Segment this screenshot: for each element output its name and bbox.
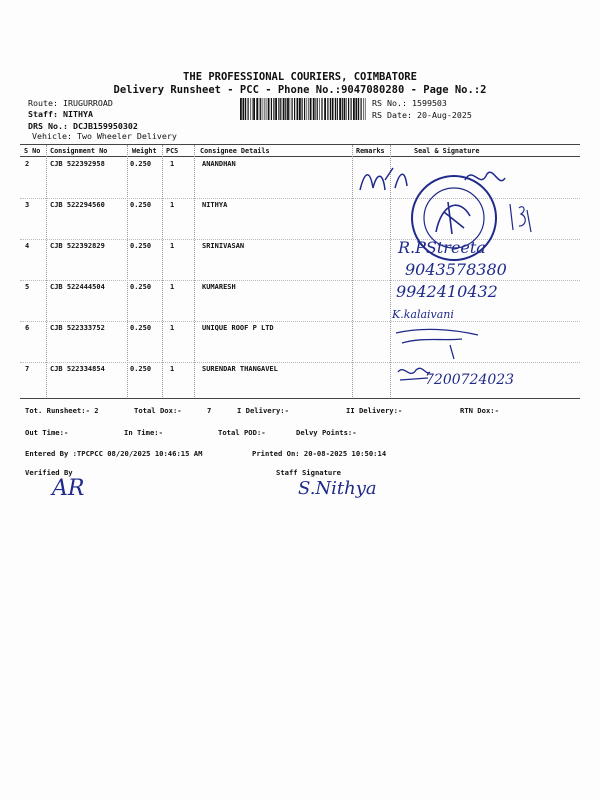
col-pcs: PCS bbox=[166, 147, 179, 155]
printed-on: Printed On: 20-08-2025 10:50:14 bbox=[252, 449, 387, 458]
scribble-signature-icon bbox=[392, 325, 482, 365]
col-sno: S No bbox=[24, 147, 41, 155]
row-consignment-no: CJB 522392829 bbox=[50, 242, 105, 250]
tot-runsheet: Tot. Runsheet:- 2 bbox=[25, 406, 99, 415]
handwritten-name-2: K.kalaivani bbox=[392, 308, 454, 321]
row-weight: 0.250 bbox=[130, 160, 152, 168]
out-time: Out Time:- bbox=[25, 428, 69, 437]
row-consignment-no: CJB 522333752 bbox=[50, 324, 105, 332]
row-consignee: NITHYA bbox=[202, 201, 228, 209]
rtn-dox: RTN Dox:- bbox=[460, 406, 499, 415]
row-consignee: ANANDHAN bbox=[202, 160, 236, 168]
entered-by: Entered By :TPCPCC 08/20/2025 10:46:15 AM bbox=[25, 449, 203, 458]
row-weight: 0.250 bbox=[130, 283, 152, 291]
row-consignee: SURENDAR THANGAVEL bbox=[202, 365, 278, 373]
runsheet-subtitle: Delivery Runsheet - PCC - Phone No.:9047080280 - Page No.:2 bbox=[113, 84, 487, 96]
handwritten-name: R.PStreeta bbox=[398, 238, 486, 257]
handwritten-phone-1: 9043578380 bbox=[405, 260, 507, 279]
total-pod: Total POD:- bbox=[218, 428, 266, 437]
row-consignee: KUMARESH bbox=[202, 283, 236, 291]
row-pcs: 1 bbox=[170, 365, 175, 373]
row-pcs: 1 bbox=[170, 283, 175, 291]
barcode-icon bbox=[240, 98, 368, 120]
verified-by: Verified By bbox=[25, 468, 73, 477]
row-weight: 0.250 bbox=[130, 324, 152, 332]
company-title: THE PROFESSIONAL COURIERS, COIMBATORE bbox=[183, 71, 417, 83]
row-pcs: 1 bbox=[170, 160, 175, 168]
row-sno: 3 bbox=[25, 201, 30, 209]
row-pcs: 1 bbox=[170, 324, 175, 332]
vehicle-label: Vehicle: Two Wheeler Delivery bbox=[32, 131, 177, 141]
handwritten-phone-3: 7200724023 bbox=[425, 372, 515, 388]
row-consignment-no: CJB 522334854 bbox=[50, 365, 105, 373]
in-time: In Time:- bbox=[124, 428, 163, 437]
ii-delivery: II Delivery:- bbox=[346, 406, 403, 415]
col-seal-signature: Seal & Signature bbox=[414, 147, 480, 155]
row-divider bbox=[20, 321, 580, 322]
row-sno: 4 bbox=[25, 242, 30, 250]
row-weight: 0.250 bbox=[130, 201, 152, 209]
row-consignment-no: CJB 522294560 bbox=[50, 201, 105, 209]
rs-date: RS Date: 20-Aug-2025 bbox=[372, 110, 472, 120]
row-consignee: SRINIVASAN bbox=[202, 242, 245, 250]
table-top-rule bbox=[20, 144, 580, 145]
table-bottom-rule bbox=[20, 398, 580, 399]
staff-signature-label: Staff Signature bbox=[276, 468, 341, 477]
col-divider bbox=[46, 145, 47, 397]
row-pcs: 1 bbox=[170, 242, 175, 250]
total-dox-value: 7 bbox=[207, 406, 212, 415]
col-divider bbox=[127, 145, 128, 397]
row-consignee: UNIQUE ROOF P LTD bbox=[202, 324, 274, 332]
col-weight: Weight bbox=[132, 147, 157, 155]
table-header-rule bbox=[20, 156, 580, 157]
row-sno: 7 bbox=[25, 365, 30, 373]
row-sno: 6 bbox=[25, 324, 30, 332]
i-delivery: I Delivery:- bbox=[237, 406, 289, 415]
rs-number: RS No.: 1599503 bbox=[372, 98, 447, 108]
row-consignment-no: CJB 522444504 bbox=[50, 283, 105, 291]
col-remarks: Remarks bbox=[356, 147, 385, 155]
drs-number: DRS No.: DCJB159950302 bbox=[28, 121, 138, 131]
col-divider bbox=[194, 145, 195, 397]
staff-handwritten-signature: S.Nithya bbox=[298, 478, 377, 499]
col-divider bbox=[352, 145, 353, 397]
verified-handwritten-signature: AR bbox=[52, 476, 85, 501]
stamp-date-scribble-icon bbox=[505, 200, 535, 236]
staff-label: Staff: NITHYA bbox=[28, 109, 93, 119]
row-pcs: 1 bbox=[170, 201, 175, 209]
row-sno: 5 bbox=[25, 283, 30, 291]
row-consignment-no: CJB 522392958 bbox=[50, 160, 105, 168]
col-divider bbox=[162, 145, 163, 397]
delvy-points: Delvy Points:- bbox=[296, 428, 357, 437]
col-consignee: Consignee Details bbox=[200, 147, 270, 155]
row-sno: 2 bbox=[25, 160, 30, 168]
row-divider bbox=[20, 362, 580, 363]
col-consignment: Consignment No bbox=[50, 147, 108, 155]
row-weight: 0.250 bbox=[130, 242, 152, 250]
total-dox-label: Total Dox:- bbox=[134, 406, 182, 415]
route-label: Route: IRUGURROAD bbox=[28, 98, 113, 108]
handwritten-phone-2: 9942410432 bbox=[396, 282, 498, 301]
row-divider bbox=[20, 280, 580, 281]
row-weight: 0.250 bbox=[130, 365, 152, 373]
